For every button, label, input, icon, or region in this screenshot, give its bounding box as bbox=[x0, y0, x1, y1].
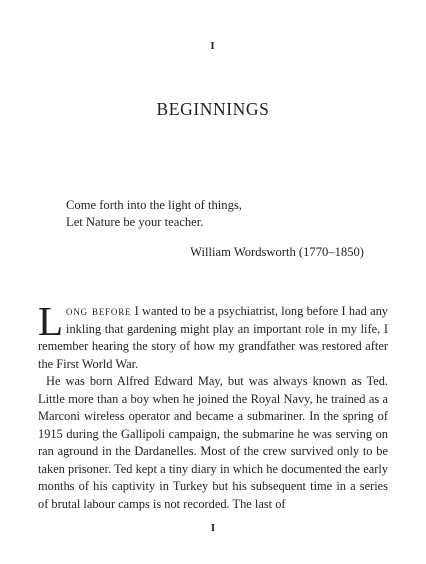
body-text bbox=[38, 298, 388, 513]
epigraph bbox=[66, 197, 366, 231]
paragraph-text: I wanted to be a psychiatrist, long before I had any inkling that gardening might play an important role in my life, I remember hearing the story of how my grandfather was restored after the First World War. bbox=[38, 304, 388, 371]
epigraph-line: Let Nature be your teacher. bbox=[66, 215, 204, 229]
page-number: I bbox=[210, 522, 216, 534]
small-caps-lead-in: ong before bbox=[66, 304, 132, 318]
epigraph-attribution: William Wordsworth (1770–1850) bbox=[190, 245, 364, 259]
paragraph bbox=[38, 373, 388, 513]
chapter-number: I bbox=[210, 40, 216, 52]
epigraph-line: Come forth into the light of things, bbox=[66, 198, 242, 212]
drop-cap: L bbox=[38, 298, 64, 344]
paragraph bbox=[38, 298, 388, 373]
chapter-title: BEGINNINGS bbox=[156, 99, 270, 119]
paragraph-text: He was born Alfred Edward May, but was always known as Ted. Little more than a boy when he joined the Royal Navy, he trained as a Marconi wireless operator and became a submariner. In the spring of 1915 during the Gallipoli campaign, the submarine he was serving on ran aground in the Dardanelles. Most of the crew survived only to be taken prisoner. Ted kept a tiny diary in which he documented the early months of his captivity in Turkey but his subsequent time in a series of brutal labour camps is not recorded. The last of bbox=[38, 374, 388, 511]
